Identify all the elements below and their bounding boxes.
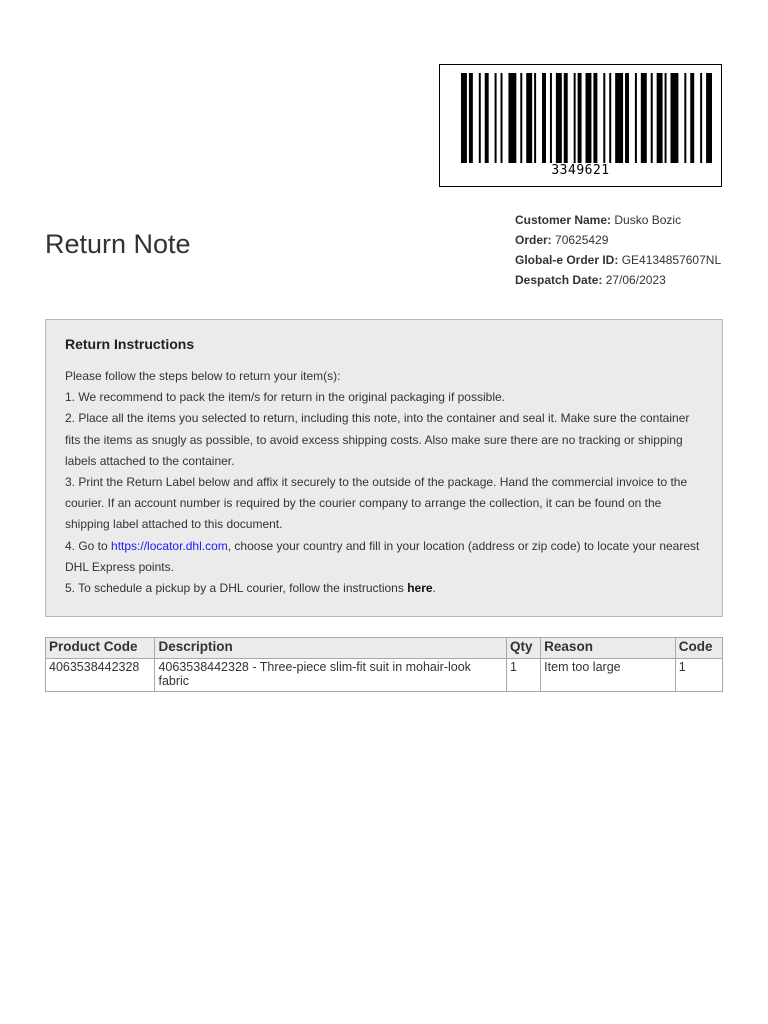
- barcode-bar: [526, 73, 532, 163]
- order-meta: [515, 210, 765, 290]
- barcode-bar: [615, 73, 623, 163]
- customer-name-row: [515, 210, 765, 230]
- step-5-suffix: .: [432, 581, 436, 596]
- barcode-bar: [635, 73, 637, 163]
- step-5-prefix: 5. To schedule a pickup by a DHL courier, follow the instructions: [65, 581, 408, 596]
- cell-description: 4063538442328 - Three-piece slim-fit suit in mohair-look fabric: [155, 659, 507, 692]
- barcode-bar: [700, 73, 702, 163]
- instruction-step-3: 3. Print the Return Label below and affix it securely to the outside of the package. Hand the commercial invoice to the courier. If an account number is required by the courier company to arrange the collection, it can be found on the shipping label attached to this document.: [65, 475, 688, 532]
- return-items-table: [45, 637, 723, 692]
- barcode-bar: [550, 73, 552, 163]
- barcode-bar: [508, 73, 516, 163]
- barcode-bar: [684, 73, 686, 163]
- barcode: [439, 64, 722, 187]
- order-label: Order:: [515, 233, 552, 247]
- barcode-bar: [609, 73, 611, 163]
- dhl-locator-link[interactable]: https://locator.dhl.com: [111, 538, 228, 553]
- barcode-number: 3349621: [551, 163, 610, 178]
- header-reason: Reason: [541, 638, 676, 659]
- table-header-row: [46, 638, 723, 659]
- cell-reason: Item too large: [541, 659, 676, 692]
- header-qty: Qty: [507, 638, 541, 659]
- pickup-instructions-link[interactable]: here: [407, 581, 433, 596]
- instruction-step-5: [65, 578, 703, 599]
- barcode-bar: [495, 73, 497, 163]
- return-instructions-panel: [45, 319, 723, 617]
- barcode-bar: [706, 73, 712, 163]
- cell-qty: 1: [507, 659, 541, 692]
- instructions-intro: Please follow the steps below to return your item(s):: [65, 369, 341, 383]
- barcode-bar: [657, 73, 663, 163]
- despatch-date-value: 27/06/2023: [605, 273, 666, 287]
- table-row: [46, 659, 723, 692]
- barcode-bar: [625, 73, 629, 163]
- customer-name-value: Dusko Bozic: [614, 213, 682, 227]
- barcode-bar: [578, 73, 582, 163]
- customer-name-label: Customer Name:: [515, 213, 612, 227]
- cell-product-code: 4063538442328: [46, 659, 155, 692]
- barcode-bar: [651, 73, 653, 163]
- despatch-date-label: Despatch Date:: [515, 273, 603, 287]
- barcode-bar: [542, 73, 546, 163]
- cell-code: 1: [675, 659, 722, 692]
- header-product-code: Product Code: [46, 638, 155, 659]
- barcode-bar: [665, 73, 667, 163]
- instruction-step-4: [65, 536, 703, 578]
- page-title: Return Note: [45, 229, 191, 259]
- barcode-bar: [501, 73, 503, 163]
- barcode-bar: [461, 73, 467, 163]
- barcode-bar: [564, 73, 568, 163]
- barcode-bar: [479, 73, 481, 163]
- globale-order-value: GE4134857607NL: [621, 253, 722, 267]
- barcode-bar: [671, 73, 679, 163]
- globale-order-row: [515, 250, 765, 270]
- barcode-bar: [593, 73, 597, 163]
- barcode-bar: [641, 73, 647, 163]
- header-description: Description: [155, 638, 507, 659]
- step-4-suffix: , choose your country and fill in your location (address or zip code) to locate your nearest DHL Express points.: [65, 538, 700, 574]
- order-value: 70625429: [555, 233, 609, 247]
- barcode-bar: [485, 73, 489, 163]
- barcode-bar: [690, 73, 694, 163]
- barcode-bar: [534, 73, 536, 163]
- instructions-heading: Return Instructions: [65, 336, 195, 352]
- barcode-bar: [574, 73, 576, 163]
- instruction-step-1: 1. We recommend to pack the item/s for return in the original packaging if possible.: [65, 390, 505, 405]
- order-row: [515, 230, 765, 250]
- barcode-bar: [586, 73, 592, 163]
- barcode-bar: [603, 73, 605, 163]
- step-4-prefix: 4. Go to: [65, 538, 112, 553]
- barcode-bar: [520, 73, 522, 163]
- despatch-date-row: [515, 270, 765, 290]
- instruction-step-2: 2. Place all the items you selected to return, including this note, into the container and seal it. Make sure the container fits the items as snugly as possible, to avoid excess shipping costs. Also make sure there are no tracking or shipping labels attached to the container.: [65, 411, 690, 468]
- header-code: Code: [675, 638, 722, 659]
- globale-order-label: Global-e Order ID:: [515, 253, 619, 267]
- barcode-bar: [556, 73, 562, 163]
- barcode-bar: [469, 73, 473, 163]
